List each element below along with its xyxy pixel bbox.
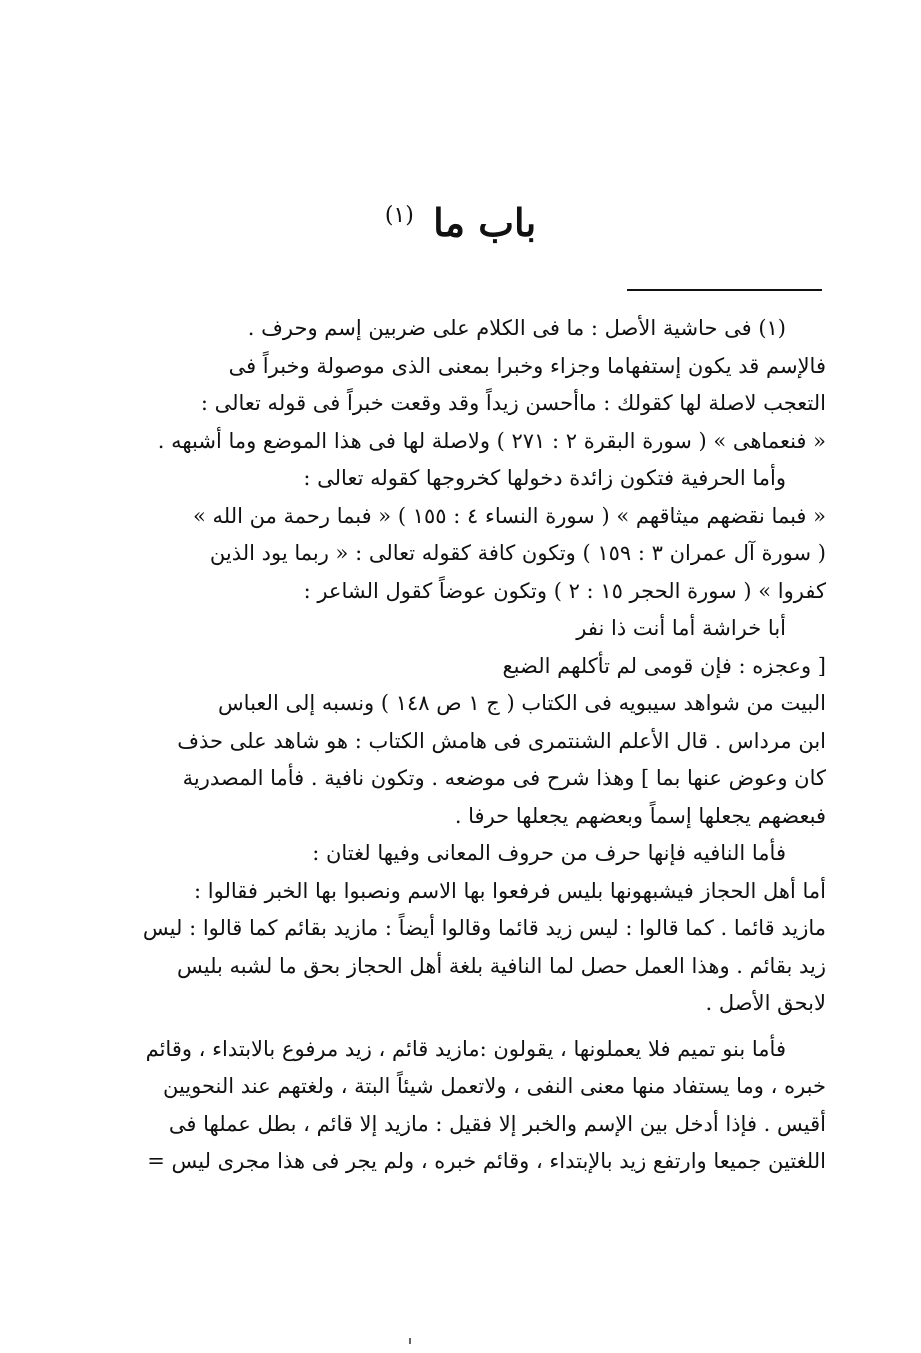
footnote-line: كفروا » ( سورة الحجر ١٥ : ٢ ) وتكون عوضاً كقول الشاعر : (303, 578, 826, 603)
footnote-line: اللغتين جميعا وارتفع زيد بالإبتداء ، وقائم خبره ، ولم يجر فى هذا مجرى ليس = (147, 1149, 826, 1173)
footnote-line: فأما النافيه فإنها حرف من حروف المعانى وفيها لغتان : (312, 841, 786, 865)
page-mark (409, 1338, 411, 1344)
footnote-line: أقيس . فإذا أدخل بين الإسم والخبر إلا فقيل : مازيد إلا قائم ، بطل عملها فى (168, 1111, 826, 1136)
footnote-line: أما أهل الحجاز فيشبهونها بليس فرفعوا بها الاسم ونصبوا بها الخبر فقالوا : (194, 878, 826, 903)
footnote-line: (١) فى حاشية الأصل : ما فى الكلام على ضربين إسم وحرف . (247, 316, 786, 340)
footnote-line: فالإسم قد يكون إستفهاما وجزاء وخبرا بمعنى الذى موصولة وخبراً فى (228, 353, 826, 378)
footnote-line: ( سورة آل عمران ٣ : ١٥٩ ) وتكون كافة كقوله تعالى : « ربما يود الذين (209, 541, 826, 565)
footnote-line: فبعضهم يجعلها إسماً وبعضهم يجعلها حرفا . (454, 803, 826, 828)
paragraph-gap (100, 1023, 826, 1031)
poetry-verse: [ وعجزه : فإن قومى لم تأكلهم الضبع (502, 653, 826, 678)
footnote-line: التعجب لاصلة لها كقولك : ماأحسن زيداً وقد وقعت خبراً فى قوله تعالى : (200, 391, 826, 415)
footnote-reference: (١) (384, 203, 414, 228)
chapter-heading (0, 200, 921, 245)
footnote-line: « فبما نقضهم ميثاقهم » ( سورة النساء ٤ : ١٥٥ ) « فبما رحمة من الله » (192, 503, 826, 528)
footnote-separator (627, 289, 822, 291)
footnote-line: ابن مرداس . قال الأعلم الشنتمرى فى هامش الكتاب : هو شاهد على حذف (177, 728, 826, 753)
footnote-line: البيت من شواهد سيبويه فى الكتاب ( ج ١ ص ١٤٨ ) ونسبه إلى العباس (218, 691, 826, 715)
poetry-verse: أبا خراشة أما أنت ذا نفر (576, 616, 786, 640)
footnote-line: زيد بقائم . وهذا العمل حصل لما النافية بلغة أهل الحجاز بحق ما لشبه بليس (176, 953, 826, 978)
footnote-line: فأما بنو تميم فلا يعملونها ، يقولون :مازيد قائم ، زيد مرفوع بالابتداء ، وقائم (145, 1036, 786, 1061)
footnote-line: « فنعماهى » ( سورة البقرة ٢ : ٢٧١ ) ولاصلة لها فى هذا الموضع وما أشبهه . (157, 428, 826, 453)
footnote-line: خبره ، وما يستفاد منها معنى النفى ، ولاتعمل شيئاً البتة ، ولغتهم عند النحويين (162, 1074, 826, 1098)
footnote-line: مازيد قائما . كما قالوا : ليس زيد قائما وقالوا أيضاً : مازيد بقائم كما قالوا : ليس (142, 916, 826, 940)
footnote-block (100, 310, 826, 1181)
footnote-line: وأما الحرفية فتكون زائدة دخولها كخروجها كقوله تعالى : (303, 466, 786, 490)
footnote-line: كان وعوض عنها بما ] وهذا شرح فى موضعه . وتكون نافية . فأما المصدرية (182, 766, 826, 790)
footnote-line: لابحق الأصل . (705, 991, 826, 1015)
chapter-title: باب ما (433, 200, 537, 245)
